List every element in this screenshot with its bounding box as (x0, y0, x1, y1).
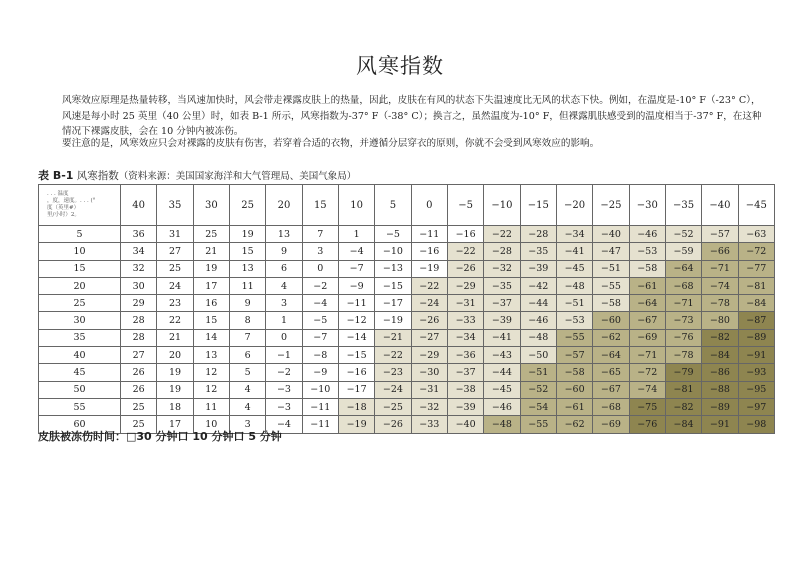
temperature-header: −25 (593, 185, 629, 226)
temperature-header: 40 (121, 185, 157, 226)
temperature-header: −5 (447, 185, 483, 226)
wind-chill-cell: −75 (629, 398, 665, 415)
wind-chill-cell: −32 (411, 398, 447, 415)
wind-chill-cell: 29 (121, 295, 157, 312)
wind-chill-cell: −42 (520, 277, 556, 294)
wind-chill-cell: −91 (702, 416, 738, 433)
temperature-header: −15 (520, 185, 556, 226)
page-title: 风寒指数 (356, 54, 444, 78)
wind-chill-cell: −15 (375, 277, 411, 294)
wind-chill-cell: 11 (193, 398, 229, 415)
wind-chill-cell: −50 (520, 347, 556, 364)
corner-line: 度（英里#） (47, 205, 80, 211)
wind-chill-cell: −41 (484, 329, 520, 346)
wind-chill-cell: −5 (375, 226, 411, 243)
table-caption (38, 167, 356, 183)
wind-chill-cell: 1 (266, 312, 302, 329)
temperature-header: 10 (338, 185, 374, 226)
wind-chill-cell: −84 (702, 347, 738, 364)
wind-chill-cell: −62 (556, 416, 592, 433)
temperature-header: 25 (229, 185, 265, 226)
wind-chill-cell: −26 (375, 416, 411, 433)
wind-chill-cell: −65 (593, 364, 629, 381)
temperature-header: 5 (375, 185, 411, 226)
corner-line: 里/小时）2。 (47, 212, 80, 218)
wind-chill-cell: 13 (193, 347, 229, 364)
wind-chill-cell: −64 (593, 347, 629, 364)
wind-chill-cell: −7 (338, 260, 374, 277)
wind-speed-cell: 25 (39, 295, 121, 312)
table-row (39, 312, 775, 329)
wind-chill-cell: −55 (593, 277, 629, 294)
wind-chill-cell: 6 (266, 260, 302, 277)
wind-chill-cell: −13 (375, 260, 411, 277)
wind-chill-cell: 26 (121, 364, 157, 381)
wind-chill-cell: 25 (157, 260, 193, 277)
wind-chill-cell: −19 (411, 260, 447, 277)
temperature-header: −30 (629, 185, 665, 226)
wind-chill-cell: −48 (556, 277, 592, 294)
wind-chill-cell: 31 (157, 226, 193, 243)
wind-chill-cell: 25 (121, 416, 157, 433)
wind-chill-cell: −54 (520, 398, 556, 415)
wind-chill-cell: −51 (520, 364, 556, 381)
wind-chill-table (38, 184, 775, 434)
wind-speed-cell: 45 (39, 364, 121, 381)
wind-chill-cell: 19 (157, 364, 193, 381)
wind-chill-cell: 7 (229, 329, 265, 346)
wind-chill-cell: 19 (193, 260, 229, 277)
wind-chill-cell: −53 (556, 312, 592, 329)
wind-chill-cell: 23 (157, 295, 193, 312)
wind-speed-cell: 55 (39, 398, 121, 415)
wind-chill-cell: −46 (520, 312, 556, 329)
wind-chill-cell: 21 (157, 329, 193, 346)
wind-chill-cell: −88 (702, 381, 738, 398)
wind-chill-cell: −10 (302, 381, 338, 398)
wind-chill-cell: −22 (411, 277, 447, 294)
wind-chill-cell: −89 (738, 329, 774, 346)
wind-chill-cell: −33 (411, 416, 447, 433)
wind-chill-cell: −35 (484, 277, 520, 294)
wind-chill-cell: −34 (447, 329, 483, 346)
wind-chill-cell: −64 (629, 295, 665, 312)
table-row (39, 398, 775, 415)
wind-chill-cell: −4 (302, 295, 338, 312)
wind-chill-cell: −30 (411, 364, 447, 381)
wind-chill-cell: −28 (520, 226, 556, 243)
wind-speed-cell: 10 (39, 243, 121, 260)
wind-chill-cell: −43 (484, 347, 520, 364)
wind-chill-cell: −24 (411, 295, 447, 312)
wind-chill-cell: −16 (411, 243, 447, 260)
wind-chill-cell: 11 (229, 277, 265, 294)
wind-chill-cell: −58 (629, 260, 665, 277)
wind-chill-cell: −21 (375, 329, 411, 346)
wind-chill-cell: −89 (702, 398, 738, 415)
wind-chill-cell: −82 (702, 329, 738, 346)
wind-chill-cell: −74 (629, 381, 665, 398)
wind-chill-cell: 21 (193, 243, 229, 260)
wind-chill-cell: −23 (375, 364, 411, 381)
wind-speed-cell: 30 (39, 312, 121, 329)
table-row (39, 243, 775, 260)
wind-chill-cell: 4 (229, 398, 265, 415)
wind-chill-cell: 15 (193, 312, 229, 329)
wind-chill-cell: −22 (447, 243, 483, 260)
wind-chill-cell: −53 (629, 243, 665, 260)
wind-chill-cell: −31 (411, 381, 447, 398)
wind-chill-cell: 5 (229, 364, 265, 381)
temperature-header: 30 (193, 185, 229, 226)
wind-chill-cell: −55 (520, 416, 556, 433)
wind-chill-cell: 26 (121, 381, 157, 398)
wind-chill-cell: −74 (702, 277, 738, 294)
wind-chill-cell: 25 (193, 226, 229, 243)
wind-chill-cell: −29 (411, 347, 447, 364)
wind-chill-cell: 6 (229, 347, 265, 364)
wind-chill-cell: −51 (593, 260, 629, 277)
wind-chill-cell: −34 (556, 226, 592, 243)
wind-chill-cell: −52 (665, 226, 701, 243)
wind-chill-cell: −80 (702, 312, 738, 329)
table-row (39, 347, 775, 364)
wind-chill-cell: 24 (157, 277, 193, 294)
wind-chill-cell: −73 (665, 312, 701, 329)
temperature-header: 15 (302, 185, 338, 226)
wind-chill-cell: −61 (629, 277, 665, 294)
wind-chill-cell: −29 (447, 277, 483, 294)
wind-chill-cell: −87 (738, 312, 774, 329)
table-row (39, 295, 775, 312)
wind-chill-cell: −71 (702, 260, 738, 277)
wind-chill-cell: −11 (302, 398, 338, 415)
wind-chill-cell: −11 (302, 416, 338, 433)
wind-chill-cell: −57 (702, 226, 738, 243)
wind-chill-cell: 28 (121, 329, 157, 346)
temperature-header: −20 (556, 185, 592, 226)
wind-chill-cell: −16 (447, 226, 483, 243)
wind-chill-cell: −69 (593, 416, 629, 433)
wind-chill-cell: −77 (738, 260, 774, 277)
wind-chill-cell: −10 (375, 243, 411, 260)
wind-chill-cell: −19 (375, 312, 411, 329)
wind-chill-cell: 12 (193, 381, 229, 398)
wind-chill-cell: 4 (229, 381, 265, 398)
wind-chill-cell: −60 (556, 381, 592, 398)
temperature-header: 0 (411, 185, 447, 226)
wind-chill-cell: 20 (157, 347, 193, 364)
wind-chill-cell: −68 (665, 277, 701, 294)
wind-chill-cell: 28 (121, 312, 157, 329)
wind-chill-cell: −17 (338, 381, 374, 398)
temperature-header: −35 (665, 185, 701, 226)
wind-chill-cell: 27 (157, 243, 193, 260)
wind-chill-cell: −2 (302, 277, 338, 294)
wind-chill-cell: −59 (665, 243, 701, 260)
wind-chill-cell: −26 (411, 312, 447, 329)
frostbite-legend: 皮肤被冻伤时间：□30 分钟口 10 分钟口 5 分钟 (38, 430, 282, 443)
wind-chill-cell: 3 (266, 295, 302, 312)
wind-chill-cell: −15 (338, 347, 374, 364)
wind-chill-cell: 9 (229, 295, 265, 312)
wind-chill-cell: −57 (556, 347, 592, 364)
wind-chill-cell: −39 (447, 398, 483, 415)
wind-chill-cell: −78 (702, 295, 738, 312)
wind-speed-cell: 5 (39, 226, 121, 243)
wind-chill-cell: −37 (484, 295, 520, 312)
wind-chill-cell: 19 (157, 381, 193, 398)
note-paragraph: 要注意的是，风寒效应只会对裸露的皮肤有伤害，若穿着合适的衣物，并遵循分层穿衣的原则，你就不会受到风寒效应的影响。 (62, 138, 600, 149)
intro-paragraph: 风寒效应原理是热量转移，当风速加快时，风会带走裸露皮肤上的热量，因此，皮肤在有风的状态下失温速度比无风的状态下快。例如，在温度是-10° F（-23° C），风速是每小时 25 英里（40 公里）时，如表 B-1 所示，风寒指数为-37° F（-38° C）；换言之，虽然温度为-10° F，但裸露肌肤感受到的温度相当于-37° F，在这种情况下裸露皮肤，会在 10 分钟内被冻伤。 (62, 95, 762, 137)
wind-chill-cell: −79 (665, 364, 701, 381)
wind-chill-cell: 3 (229, 416, 265, 433)
temperature-header: 20 (266, 185, 302, 226)
wind-chill-cell: −14 (338, 329, 374, 346)
wind-chill-cell: −40 (447, 416, 483, 433)
wind-chill-cell: −46 (629, 226, 665, 243)
wind-chill-cell: −33 (447, 312, 483, 329)
wind-chill-cell: −66 (702, 243, 738, 260)
wind-chill-cell: −38 (447, 381, 483, 398)
wind-chill-cell: −84 (665, 416, 701, 433)
wind-chill-cell: 7 (302, 226, 338, 243)
wind-chill-cell: −68 (593, 398, 629, 415)
wind-chill-cell: 4 (266, 277, 302, 294)
table-source: （资料来源：美国国家海洋和大气管理局、美国气象局） (118, 171, 357, 182)
wind-chill-cell: −44 (520, 295, 556, 312)
wind-speed-cell: 15 (39, 260, 121, 277)
wind-chill-cell: −67 (593, 381, 629, 398)
wind-chill-cell: 30 (121, 277, 157, 294)
wind-chill-cell: 12 (193, 364, 229, 381)
wind-chill-cell: 1 (338, 226, 374, 243)
wind-chill-cell: −16 (338, 364, 374, 381)
wind-chill-cell: −86 (702, 364, 738, 381)
wind-chill-cell: −1 (266, 347, 302, 364)
table-body (39, 226, 775, 434)
wind-chill-cell: −18 (338, 398, 374, 415)
wind-chill-cell: 0 (302, 260, 338, 277)
wind-chill-cell: −61 (556, 398, 592, 415)
wind-chill-cell: −17 (375, 295, 411, 312)
wind-chill-cell: −22 (484, 226, 520, 243)
wind-chill-cell: −63 (738, 226, 774, 243)
wind-chill-cell: −32 (484, 260, 520, 277)
wind-chill-cell: 22 (157, 312, 193, 329)
wind-chill-cell: −7 (302, 329, 338, 346)
table-label: 表 B-1 (38, 169, 74, 182)
corner-header (39, 185, 121, 226)
wind-chill-cell: −97 (738, 398, 774, 415)
wind-chill-cell: −60 (593, 312, 629, 329)
wind-chill-cell: −27 (411, 329, 447, 346)
wind-chill-cell: −4 (266, 416, 302, 433)
wind-chill-cell: −24 (375, 381, 411, 398)
wind-chill-cell: 36 (121, 226, 157, 243)
temperature-header: 35 (157, 185, 193, 226)
wind-chill-cell: −47 (593, 243, 629, 260)
wind-speed-cell: 20 (39, 277, 121, 294)
wind-chill-cell: −45 (484, 381, 520, 398)
wind-chill-cell: −91 (738, 347, 774, 364)
wind-chill-cell: −31 (447, 295, 483, 312)
wind-speed-cell: 40 (39, 347, 121, 364)
table-row (39, 226, 775, 243)
wind-chill-cell: 8 (229, 312, 265, 329)
wind-chill-cell: −45 (556, 260, 592, 277)
wind-chill-cell: −62 (593, 329, 629, 346)
temperature-header: −40 (702, 185, 738, 226)
wind-chill-cell: −55 (556, 329, 592, 346)
wind-chill-cell: −81 (665, 381, 701, 398)
wind-chill-cell: −64 (665, 260, 701, 277)
wind-chill-cell: −11 (411, 226, 447, 243)
wind-chill-cell: −35 (520, 243, 556, 260)
wind-chill-cell: 17 (193, 277, 229, 294)
table-name: 风寒指数 (73, 170, 119, 182)
table-row (39, 364, 775, 381)
wind-chill-cell: −39 (484, 312, 520, 329)
wind-chill-cell: 18 (157, 398, 193, 415)
wind-chill-cell: −39 (520, 260, 556, 277)
wind-chill-cell: −51 (556, 295, 592, 312)
wind-chill-cell: −11 (338, 295, 374, 312)
wind-chill-cell: −93 (738, 364, 774, 381)
corner-line: . . . 温度 (47, 191, 69, 197)
wind-chill-cell: 19 (229, 226, 265, 243)
wind-chill-cell: −9 (302, 364, 338, 381)
wind-chill-cell: −52 (520, 381, 556, 398)
wind-chill-cell: 10 (193, 416, 229, 433)
wind-chill-cell: −8 (302, 347, 338, 364)
wind-chill-cell: −46 (484, 398, 520, 415)
wind-chill-cell: −78 (665, 347, 701, 364)
wind-chill-cell: −69 (629, 329, 665, 346)
wind-chill-cell: −95 (738, 381, 774, 398)
wind-chill-cell: 34 (121, 243, 157, 260)
wind-chill-cell: −76 (629, 416, 665, 433)
wind-chill-cell: −58 (593, 295, 629, 312)
wind-chill-cell: 25 (121, 398, 157, 415)
wind-chill-cell: 3 (302, 243, 338, 260)
wind-chill-cell: −40 (593, 226, 629, 243)
wind-chill-cell: −9 (338, 277, 374, 294)
wind-chill-cell: −58 (556, 364, 592, 381)
wind-chill-cell: 32 (121, 260, 157, 277)
wind-chill-cell: −98 (738, 416, 774, 433)
wind-chill-cell: 13 (229, 260, 265, 277)
wind-chill-cell: −67 (629, 312, 665, 329)
wind-chill-cell: −37 (447, 364, 483, 381)
wind-chill-cell: −5 (302, 312, 338, 329)
wind-chill-cell: −25 (375, 398, 411, 415)
wind-chill-cell: −22 (375, 347, 411, 364)
wind-chill-cell: −48 (484, 416, 520, 433)
wind-chill-cell: 9 (266, 243, 302, 260)
table-row (39, 277, 775, 294)
wind-chill-cell: −48 (520, 329, 556, 346)
wind-chill-cell: −44 (484, 364, 520, 381)
wind-chill-cell: −72 (629, 364, 665, 381)
wind-chill-cell: −3 (266, 398, 302, 415)
wind-chill-cell: 15 (229, 243, 265, 260)
wind-chill-cell: −4 (338, 243, 374, 260)
wind-chill-cell: −28 (484, 243, 520, 260)
wind-chill-cell: −19 (338, 416, 374, 433)
wind-chill-cell: −36 (447, 347, 483, 364)
table-row (39, 381, 775, 398)
wind-chill-cell: −81 (738, 277, 774, 294)
temperature-header: −45 (738, 185, 774, 226)
wind-speed-cell: 60 (39, 416, 121, 433)
table-row (39, 329, 775, 346)
temperature-header-row (39, 185, 775, 226)
wind-speed-cell: 50 (39, 381, 121, 398)
wind-chill-cell: −3 (266, 381, 302, 398)
wind-chill-cell: −82 (665, 398, 701, 415)
temperature-header: −10 (484, 185, 520, 226)
wind-chill-cell: −84 (738, 295, 774, 312)
wind-chill-cell: 13 (266, 226, 302, 243)
wind-chill-cell: −71 (665, 295, 701, 312)
wind-chill-cell: −72 (738, 243, 774, 260)
wind-chill-cell: −12 (338, 312, 374, 329)
wind-speed-cell: 35 (39, 329, 121, 346)
wind-chill-cell: 16 (193, 295, 229, 312)
table-row (39, 260, 775, 277)
wind-chill-cell: −41 (556, 243, 592, 260)
wind-chill-cell: −76 (665, 329, 701, 346)
wind-chill-cell: −26 (447, 260, 483, 277)
wind-chill-cell: 27 (121, 347, 157, 364)
corner-line: ，度，速度。. . . (° (47, 198, 96, 204)
wind-chill-cell: 14 (193, 329, 229, 346)
wind-chill-cell: 17 (157, 416, 193, 433)
wind-chill-cell: 0 (266, 329, 302, 346)
wind-chill-cell: −71 (629, 347, 665, 364)
wind-chill-cell: −2 (266, 364, 302, 381)
